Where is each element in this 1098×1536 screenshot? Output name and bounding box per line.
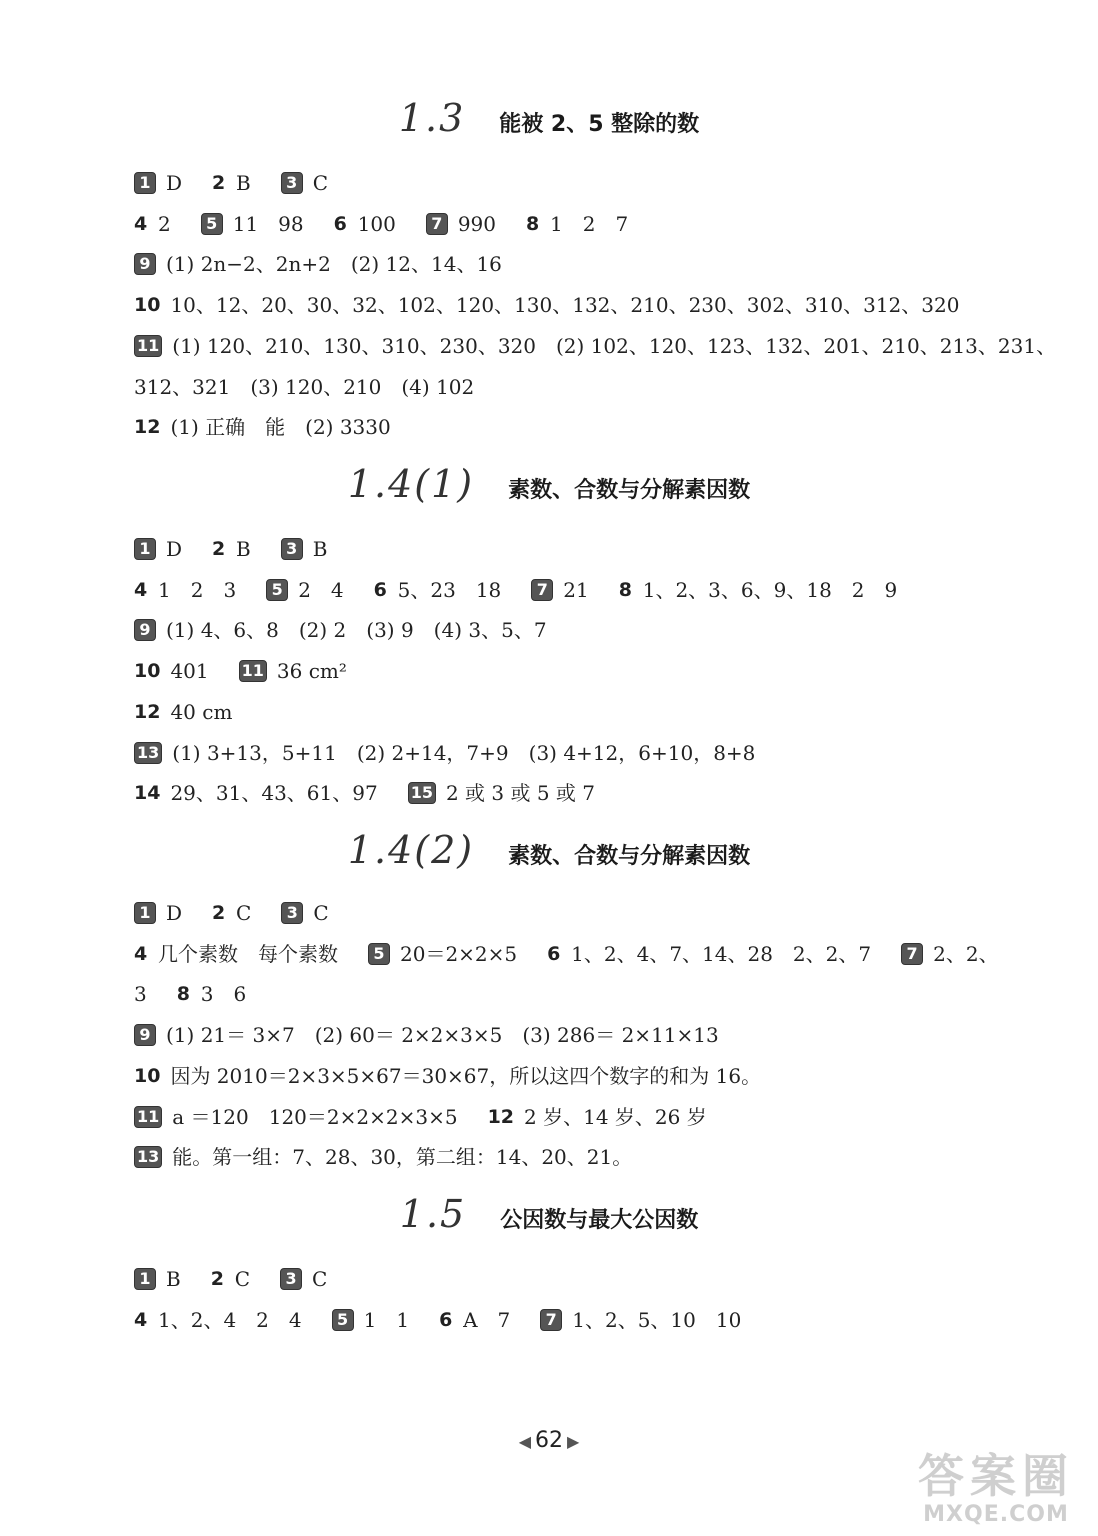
answer-text: 100 (357, 211, 396, 236)
left-triangle-icon: ◀ (518, 1432, 531, 1451)
answer-text: (1) 2n−2、2n+2 (2) 12、14、16 (166, 252, 502, 277)
answer-item (374, 575, 502, 605)
right-triangle-icon: ▶ (567, 1432, 580, 1451)
section-title-1-4-2 (0, 828, 1098, 872)
answer-text: 1、2、5、10 10 (572, 1308, 742, 1332)
question-number-badge: 3 (281, 538, 303, 560)
answer-text: 2 岁、14 岁、26 岁 (524, 1104, 707, 1129)
answer-item (134, 534, 182, 564)
answer-item (177, 979, 246, 1009)
answer-item (540, 1305, 741, 1335)
section-title-1-3 (0, 96, 1098, 140)
answer-item (212, 898, 251, 928)
answer-item (619, 575, 898, 605)
question-number-badge: 13 (134, 742, 162, 764)
answer-text: 1 2 3 (158, 577, 237, 602)
question-number-badge: 7 (426, 213, 448, 235)
question-number-badge: 1 (134, 1268, 156, 1290)
answer-text: 29、31、43、61、97 (170, 781, 378, 806)
answer-item (281, 898, 328, 928)
answer-text: a ＝120 120＝2×2×2×3×5 (172, 1104, 458, 1129)
answer-text: A 7 (463, 1308, 511, 1332)
answer-text: B (312, 537, 328, 561)
answer-text: 因为 2010＝2×3×5×67＝30×67，所以这四个数字的和为 16。 (170, 1063, 762, 1088)
section-name: 素数、合数与分解素因数 (508, 844, 751, 869)
answer-item (134, 290, 959, 320)
answer-item (531, 575, 588, 605)
answer-item (134, 1020, 719, 1050)
question-number-badge: 7 (531, 579, 553, 601)
question-number-badge: 15 (408, 782, 436, 804)
answer-item (134, 372, 474, 402)
answer-text: B (166, 1267, 181, 1291)
answer-item (334, 209, 396, 239)
section-number: 1.4(2) (347, 828, 475, 872)
answer-item (901, 939, 998, 969)
question-number: 8 (618, 578, 632, 601)
answer-text: 1、2、4 2 4 (158, 1308, 302, 1332)
answer-text: 2 (158, 211, 171, 236)
answer-item (547, 939, 871, 969)
answer-item (134, 412, 391, 442)
answer-line (134, 1264, 1014, 1294)
question-number-badge: 5 (266, 579, 288, 601)
question-number: 14 (134, 782, 161, 805)
answer-text: C (234, 1267, 251, 1291)
answer-item (134, 331, 1056, 361)
answer-item (368, 939, 517, 969)
watermark-logo (906, 1450, 1086, 1530)
answer-item (239, 656, 347, 686)
question-number-badge: 1 (134, 172, 156, 194)
answer-text: 20＝2×2×5 (400, 941, 518, 966)
answer-item (211, 1264, 250, 1294)
answer-text: (1) 3+13，5+11 (2) 2+14，7+9 (3) 4+12，6+10，8+8 (172, 740, 756, 765)
question-number: 6 (333, 212, 347, 235)
question-number: 2 (210, 1268, 224, 1290)
question-number-badge: 9 (134, 253, 156, 275)
question-number: 2 (212, 902, 226, 924)
answer-text: B (236, 171, 251, 195)
section-name: 素数、合数与分解素因数 (508, 478, 751, 503)
question-number: 4 (134, 1309, 148, 1331)
question-number-badge: 11 (134, 1106, 162, 1128)
answer-line (134, 1102, 1014, 1132)
answer-text: 几个素数 每个素数 (158, 941, 338, 966)
section-number: 1.5 (399, 1192, 467, 1236)
answer-line (134, 1305, 1014, 1335)
answer-item (426, 209, 496, 239)
answer-item (281, 534, 328, 564)
answer-item (134, 1142, 632, 1172)
question-number-badge: 1 (134, 902, 156, 924)
answer-text: 1 1 (363, 1308, 410, 1332)
question-number: 12 (134, 416, 161, 439)
question-number-badge: 7 (901, 943, 923, 965)
question-number-badge: 5 (332, 1309, 354, 1331)
answer-item (408, 778, 595, 808)
answer-line (134, 534, 1014, 564)
answer-line (134, 656, 1014, 686)
answer-text: 能。第一组：7、28、30，第二组：14、20、21。 (172, 1145, 633, 1170)
answer-line (134, 412, 1014, 442)
answer-item (134, 898, 182, 928)
answer-text: B (236, 537, 251, 561)
answer-text: 3 6 (200, 982, 247, 1007)
answer-line (134, 209, 1014, 239)
answer-text: 3 (134, 982, 147, 1007)
question-number: 8 (526, 212, 540, 235)
watermark-top: 答案圈 (918, 1449, 1074, 1503)
question-number-badge: 7 (540, 1309, 562, 1331)
question-number-badge: 5 (201, 213, 223, 235)
answer-item (134, 249, 502, 279)
answer-text: 2 或 3 或 5 或 7 (445, 781, 596, 806)
question-number: 12 (487, 1105, 515, 1128)
answer-item (332, 1305, 409, 1335)
question-number: 2 (212, 538, 226, 560)
answer-text: 1、2、4、7、14、28 2、2、7 (571, 941, 872, 966)
answer-item (134, 778, 378, 808)
question-number: 4 (134, 942, 148, 965)
answer-line (134, 1142, 1014, 1172)
section-name: 公因数与最大公因数 (500, 1208, 699, 1233)
answer-item (212, 534, 251, 564)
answer-line (134, 168, 1014, 198)
question-number: 6 (547, 942, 561, 965)
question-number-badge: 3 (281, 172, 303, 194)
answer-item (488, 1102, 707, 1132)
answer-line (134, 697, 1014, 727)
answer-item (134, 209, 171, 239)
answer-text: D (166, 171, 183, 195)
answer-text: C (313, 901, 329, 925)
question-number-badge: 5 (368, 943, 390, 965)
answer-item (134, 1061, 761, 1091)
question-number-badge: 9 (134, 1024, 156, 1046)
section-title-1-5 (0, 1192, 1098, 1236)
question-number: 6 (439, 1309, 453, 1331)
answer-text: C (236, 901, 252, 925)
answer-text: 10、12、20、30、32、102、120、130、132、210、230、302、310、312、320 (170, 293, 960, 318)
question-number: 10 (134, 294, 161, 317)
answer-text: C (312, 1267, 328, 1291)
watermark-bottom: MXQE.COM (923, 1502, 1069, 1527)
question-number: 12 (134, 700, 161, 723)
answer-line (134, 979, 1014, 1009)
answer-item (201, 209, 304, 239)
question-number-badge: 11 (239, 660, 267, 682)
answer-line (134, 575, 1014, 605)
answer-item (134, 939, 338, 969)
answer-line (134, 898, 1014, 928)
answer-text: D (166, 537, 183, 561)
question-number: 8 (176, 983, 190, 1006)
question-number-badge: 3 (280, 1268, 302, 1290)
answer-text: 312、321 (3) 120、210 (4) 102 (134, 374, 475, 399)
answer-text: 40 cm (170, 699, 233, 724)
question-number: 6 (373, 578, 387, 601)
answer-line (134, 939, 1014, 969)
answer-item (280, 1264, 327, 1294)
answer-text: (1) 21＝ 3×7 (2) 60＝ 2×2×3×5 (3) 286＝ 2×11×13 (166, 1023, 719, 1048)
answer-item (212, 168, 251, 198)
question-number-badge: 11 (134, 335, 162, 357)
question-number: 2 (212, 172, 226, 194)
question-number: 4 (134, 578, 148, 601)
section-name: 能被 2、5 整除的数 (499, 112, 700, 137)
answer-text: 2、2、 (933, 941, 999, 966)
answer-item (134, 1102, 458, 1132)
answer-line (134, 615, 1014, 645)
answer-text: 401 (170, 659, 209, 684)
answer-line (134, 1061, 1014, 1091)
answer-item (134, 575, 236, 605)
answer-line (134, 1020, 1014, 1050)
answer-text: 36 cm² (276, 659, 347, 684)
answer-item (134, 1264, 181, 1294)
answer-line (134, 249, 1014, 279)
answer-text: 1、2、3、6、9、18 2 9 (642, 577, 898, 602)
answer-text: 5、23 18 (397, 577, 502, 602)
answer-text: 21 (563, 577, 589, 602)
answer-item (281, 168, 328, 198)
answer-item (266, 575, 343, 605)
answer-item (439, 1305, 510, 1335)
answer-item (134, 168, 182, 198)
question-number-badge: 9 (134, 619, 156, 641)
page-number-text: 62 (535, 1428, 563, 1453)
answer-line (134, 372, 1014, 402)
question-number: 4 (134, 212, 148, 235)
question-number: 10 (134, 660, 161, 683)
section-title-1-4-1 (0, 462, 1098, 506)
question-number-badge: 13 (134, 1146, 162, 1168)
answer-text: 990 (457, 211, 497, 236)
answer-item (134, 738, 755, 768)
section-number: 1.4(1) (347, 462, 475, 506)
section-number: 1.3 (398, 96, 466, 140)
answer-line (134, 331, 1057, 361)
question-number-badge: 1 (134, 538, 156, 560)
answer-text: 1 2 7 (550, 211, 629, 236)
answer-item (134, 1305, 302, 1335)
answer-item (134, 656, 209, 686)
answer-item (134, 615, 547, 645)
answer-text: 2 4 (298, 577, 344, 602)
answer-text: (1) 正确 能 (2) 3330 (170, 415, 391, 440)
answer-text: D (166, 901, 183, 925)
answer-text: (1) 120、210、130、310、230、320 (2) 102、120、123、132、201、210、213、231、 (172, 333, 1057, 358)
answer-line (134, 290, 1014, 320)
answer-item (134, 979, 147, 1009)
question-number: 10 (134, 1064, 161, 1087)
answer-line (134, 778, 1014, 808)
answer-item (134, 697, 232, 727)
question-number-badge: 3 (281, 902, 303, 924)
answer-text: (1) 4、6、8 (2) 2 (3) 9 (4) 3、5、7 (166, 618, 547, 643)
answer-text: 11 98 (232, 211, 304, 236)
answer-line (134, 738, 1014, 768)
answer-text: C (312, 171, 329, 195)
answer-item (526, 209, 628, 239)
